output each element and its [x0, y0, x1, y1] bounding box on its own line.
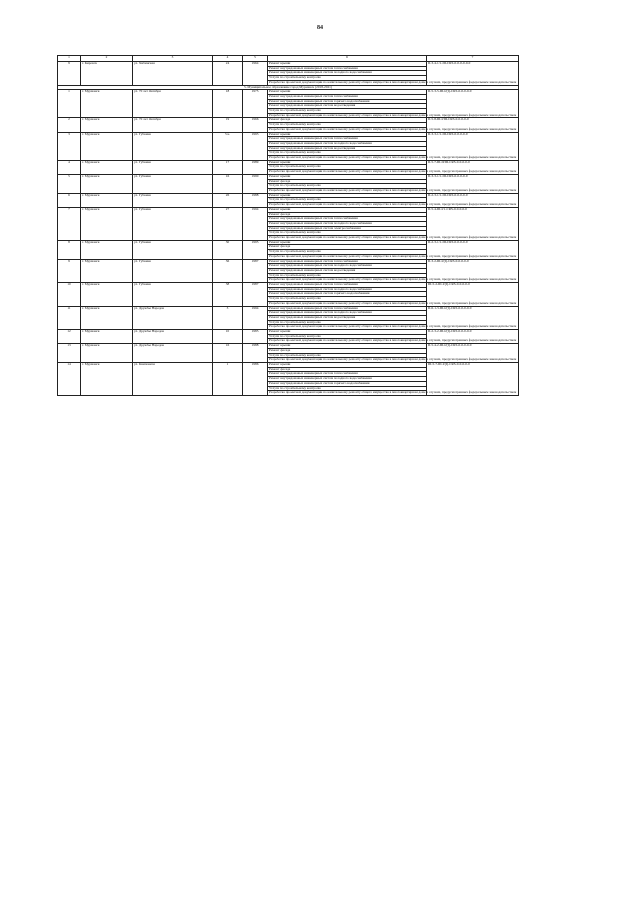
work-label: Ремонт крыши [269, 159, 291, 164]
column-header: 6 [268, 56, 427, 62]
row-number: 3 [58, 132, 81, 160]
row-year: 1964 [243, 62, 268, 86]
work-label: Ремонт крыши [269, 173, 291, 178]
work-label: Разработка проектной документации по капитальному ремонту общего имущества в многоквартирном доме в случаях, предусмотренных федеральным законодательством [269, 324, 517, 329]
work-label: Ремонт внутридомовых инженерных систем водоотведения [269, 314, 356, 319]
row-number: 10 [58, 283, 81, 307]
section-header: 5. Муниципальное образование город Мурманск (2018-2021) [58, 85, 519, 90]
work-label: Ремонт внутридомовых инженерных систем теплоснабжения [269, 216, 358, 221]
row-work-type [268, 390, 517, 396]
row-code: III-5-7-III-I/(I)-CRS-0-0-0-0-0 [427, 363, 519, 396]
work-label: Ремонт внутридомовых инженерных систем холодного водоснабжения [269, 220, 372, 225]
column-header: 4 [213, 56, 243, 62]
row-city: г. Мурманск [81, 344, 133, 363]
row-house: 36 [213, 259, 243, 283]
work-label: Разработка проектной документации по капитальному ремонту общего имущества в многоквартирном доме в случаях, предусмотренных федеральным законодательством [269, 126, 517, 131]
work-label: Услуги по строительному контролю [269, 183, 321, 188]
work-label: Разработка проектной документации по капитальному ремонту общего имущества в многоквартирном доме в случаях, предусмотренных федеральным законодательством [269, 202, 517, 207]
row-city: г. Мурманск [81, 207, 133, 240]
work-label: Ремонт внутридомовых инженерных систем электроснабжения [269, 225, 361, 230]
row-number: 7 [58, 207, 81, 240]
row-number: 6 [58, 193, 81, 207]
row-house: 16 [213, 174, 243, 193]
row-house: 27 [213, 207, 243, 240]
page-number: 84 [317, 25, 323, 31]
row-city: г. Кировск [81, 62, 133, 86]
row-work-type [268, 126, 517, 132]
row-work-type [268, 338, 517, 344]
row-street: ул. Книповича [133, 363, 213, 396]
row-code: II-5-3-5-III-I/(I)-CRS-0-0-0-0-0 [427, 90, 519, 118]
row-year: 1987 [243, 259, 268, 283]
row-city: г. Мурманск [81, 174, 133, 193]
row-year: 1994 [243, 306, 268, 330]
work-label: Ремонт внутридомовых инженерных систем водоотведения [269, 267, 356, 272]
row-city: г. Мурманск [81, 330, 133, 344]
row-code: II-2-3-1/1-III-CRS-0-0-0-0-0 [427, 193, 519, 207]
work-label: Разработка проектной документации по капитальному ремонту общего имущества в многоквартирном доме в случаях, предусмотренных федеральным законодательством [269, 357, 517, 362]
work-label: Ремонт фасада [269, 117, 291, 122]
work-label: Услуги по строительному контролю [269, 164, 321, 169]
row-code: II-3-3-1/1-III-CRS-0-0-0-0-0 [427, 132, 519, 160]
work-label: Ремонт внутридомовых инженерных систем горячего водоснабжения [269, 291, 370, 296]
row-year: 1989 [243, 160, 268, 174]
row-street: ул. Губкина [133, 283, 213, 307]
work-label: Ремонт внутридомовых инженерных систем теплоснабжения [269, 65, 358, 70]
work-label: Ремонт внутридомовых инженерных систем теплоснабжения [269, 258, 358, 263]
work-label: Ремонт внутридомовых инженерных систем водоотведения [269, 145, 356, 150]
work-label: Ремонт внутридомовых инженерных систем теплоснабжения [269, 305, 358, 310]
row-code: II-5-4-2-III-I/(I)-CRS-0-0-0-0-0 [427, 344, 519, 363]
work-label: Разработка проектной документации по капитальному ремонту общего имущества в многоквартирном доме в случаях, предусмотренных федеральным законодательством [269, 187, 517, 192]
work-label: Ремонт фасада [269, 244, 291, 249]
row-year: 1985 [243, 330, 268, 344]
work-label: Услуги по строительному контролю [269, 75, 321, 80]
row-code: II-2-3-2-III-I/(I)-CRS-0-0-0-0-0 [427, 330, 519, 344]
row-house: 30 [213, 240, 243, 259]
row-code: II-3-2-III-I/(I)-CRS-0-0-0-0-0 [427, 259, 519, 283]
row-house: 18 [213, 90, 243, 118]
row-city: г. Мурманск [81, 160, 133, 174]
work-label: Услуги по строительному контролю [269, 197, 321, 202]
column-header: 7 [427, 56, 519, 62]
column-header: 5 [243, 56, 268, 62]
row-number: 2 [58, 118, 81, 132]
row-city: г. Мурманск [81, 193, 133, 207]
work-label: Услуги по строительному контролю [269, 319, 321, 324]
row-city: г. Мурманск [81, 90, 133, 118]
column-header: 3 [133, 56, 213, 62]
row-work-type [268, 169, 517, 175]
work-label: Ремонт крыши [269, 343, 291, 348]
row-year: 1988 [243, 344, 268, 363]
row-city: г. Мурманск [81, 363, 133, 396]
row-house: 10 [213, 330, 243, 344]
row-street: ул. Губкина [133, 132, 213, 160]
row-street: ул. Дружбы Народов [133, 306, 213, 330]
work-label: Ремонт внутридомовых инженерных систем холодного водоснабжения [269, 140, 372, 145]
row-year: 1994 [243, 207, 268, 240]
row-city: г. Мурманск [81, 118, 133, 132]
row-work-type [268, 187, 517, 193]
row-house: 26 [213, 193, 243, 207]
work-label: Ремонт внутридомовых инженерных систем теплоснабжения [269, 282, 358, 287]
row-number: 5 [58, 174, 81, 193]
row-house: 3 [213, 306, 243, 330]
row-house: 24 [213, 62, 243, 86]
row-number: 11 [58, 306, 81, 330]
register-body [58, 62, 519, 396]
row-code: II-5-8-III-I/III-CRS-0-0-0-0-0 [427, 118, 519, 132]
row-year: 1966 [243, 118, 268, 132]
row-code: II-5-4-III-I/1-CRS-0-0-0-0-0 [427, 207, 519, 240]
work-label: Ремонт крыши [269, 362, 291, 366]
row-house: 1 [213, 363, 243, 396]
row-work-type [268, 357, 517, 363]
work-label: Услуги по строительному контролю [269, 150, 321, 155]
row-year: 1993 [243, 132, 268, 160]
row-street: ул. Губкина [133, 207, 213, 240]
work-label: Ремонт крыши [269, 329, 291, 334]
work-label: Ремонт внутридомовых инженерных систем горячего водоснабжения [269, 380, 370, 385]
row-house: 19 [213, 118, 243, 132]
work-label: Разработка проектной документации по капитальному ремонту общего имущества в многоквартирном доме в случаях, предусмотренных федеральным законодательством [269, 338, 517, 343]
work-label: Услуги по строительному контролю [269, 296, 321, 301]
work-label: Разработка проектной документации по капитальному ремонту общего имущества в многоквартирном доме в случаях, предусмотренных федеральным законодательством [269, 155, 517, 160]
row-street: ул. Губкина [133, 174, 213, 193]
row-city: г. Мурманск [81, 283, 133, 307]
work-label: Ремонт крыши [269, 89, 291, 94]
row-year: 1988 [243, 193, 268, 207]
work-label: Услуги по строительному контролю [269, 108, 321, 113]
work-label: Ремонт крыши [269, 192, 291, 197]
work-label: Ремонт внутридомовых инженерных систем теплоснабжения [269, 136, 358, 141]
work-label: Услуги по строительному контролю [269, 249, 321, 254]
row-year: 1990 [243, 174, 268, 193]
work-label: Ремонт внутридомовых инженерных систем холодного водоснабжения [269, 263, 372, 268]
row-code: II-5-7-III-II/III-CRS-0-0-0-0-0 [427, 160, 519, 174]
row-street: ул. 70 лет Октября [133, 90, 213, 118]
row-work-type [268, 202, 517, 208]
work-label: Ремонт внутридомовых инженерных систем холодного водоснабжения [269, 70, 372, 75]
row-city: г. Мурманск [81, 240, 133, 259]
row-number: 9 [58, 62, 81, 86]
work-label: Разработка проектной документации по капитальному ремонту общего имущества в многоквартирном доме в случаях, предусмотренных федеральным законодательством [269, 277, 517, 282]
work-label: Разработка проектной документации по капитальному ремонту общего имущества в многоквартирном доме в случаях, предусмотренных федеральным законодательством [269, 112, 517, 117]
row-city: г. Мурманск [81, 259, 133, 283]
row-year: 1986 [243, 363, 268, 396]
row-street: ул. Дружбы Народов [133, 344, 213, 363]
work-label: Разработка проектной документации по капитальному ремонту общего имущества в многоквартирном доме в случаях, предусмотренных федеральным законодательством [269, 169, 517, 174]
row-code: II-2-3-1/1-III-CRS-0-0-0-0-0 [427, 240, 519, 259]
work-label: Разработка проектной документации по капитальному ремонту общего имущества в многоквартирном доме в случаях, предусмотренных федеральным законодательством [269, 79, 517, 84]
work-label: Разработка проектной документации по капитальному ремонту общего имущества в многоквартирном доме в случаях, предусмотренных федеральным законодательством [269, 235, 517, 240]
row-city: г. Мурманск [81, 132, 133, 160]
row-number: 1 [58, 90, 81, 118]
row-number: 4 [58, 160, 81, 174]
work-label: Ремонт внутридомовых инженерных систем холодного водоснабжения [269, 310, 372, 315]
row-house: 5 к. [213, 132, 243, 160]
work-label: Ремонт внутридомовых инженерных систем теплоснабжения [269, 371, 358, 376]
work-label: Ремонт внутридомовых инженерных систем водоотведения [269, 103, 356, 108]
work-label: Ремонт фасада [269, 178, 291, 183]
work-label: Разработка проектной документации по капитальному ремонту общего имущества в многоквартирном доме в случаях, предусмотренных федеральным законодательством [269, 390, 517, 395]
row-code: II-3-3-1/1-III-CRS-0-0-0-0-0 [427, 174, 519, 193]
work-label: Ремонт фасада [269, 347, 291, 352]
row-street: ул. Губкина [133, 193, 213, 207]
work-label: Услуги по строительному контролю [269, 272, 321, 277]
row-work-type [268, 235, 517, 241]
row-street: ул. Губкина [133, 160, 213, 174]
work-label: Ремонт крыши [269, 239, 291, 244]
work-label: Ремонт крыши [269, 61, 291, 65]
work-label: Разработка проектной документации по капитальному ремонту общего имущества в многоквартирном доме в случаях, предусмотренных федеральным законодательством [269, 253, 517, 258]
register-table [57, 55, 519, 396]
row-year: 1975 [243, 90, 268, 118]
row-year: 1995 [243, 240, 268, 259]
row-year: 1987 [243, 283, 268, 307]
row-street: ул. 70 лет Октября [133, 118, 213, 132]
work-label: Услуги по строительному контролю [269, 352, 321, 357]
work-label: Ремонт фасада [269, 366, 291, 371]
work-label: Ремонт внутридомовых инженерных систем горячего водоснабжения [269, 98, 370, 103]
row-code: III-5-2-III-I/(I)-CRS-0-0-0-0-0 [427, 283, 519, 307]
work-label: Услуги по строительному контролю [269, 122, 321, 127]
row-number: 9 [58, 259, 81, 283]
work-label: Услуги по строительному контролю [269, 230, 321, 235]
row-number: 12 [58, 330, 81, 344]
work-label: Ремонт внутридомовых инженерных систем теплоснабжения [269, 93, 358, 98]
row-number: 8 [58, 240, 81, 259]
work-label: Ремонт внутридомовых инженерных систем холодного водоснабжения [269, 286, 372, 291]
row-street: ул. Хибинская [133, 62, 213, 86]
row-street: ул. Губкина [133, 259, 213, 283]
work-label: Ремонт крыши [269, 206, 291, 211]
row-code: II-3-4-1/1-III-CRS-0-0-0-0-0-0 [427, 62, 519, 86]
column-header: 1 [58, 56, 81, 62]
row-house: 38 [213, 283, 243, 307]
row-street: ул. Губкина [133, 240, 213, 259]
row-city: г. Мурманск [81, 306, 133, 330]
row-street: ул. Дружбы Народов [133, 330, 213, 344]
row-number: 14 [58, 363, 81, 396]
work-label: Услуги по строительному контролю [269, 385, 321, 390]
row-number: 13 [58, 344, 81, 363]
row-house: 17 [213, 160, 243, 174]
row-work-type [268, 155, 517, 161]
column-header: 2 [81, 56, 133, 62]
row-house: 16 [213, 344, 243, 363]
work-label: Ремонт крыши [269, 131, 291, 136]
work-label: Услуги по строительному контролю [269, 333, 321, 338]
row-work-type [268, 324, 517, 330]
row-code: II-6-1-3-III-I/(I)-CRS-0-0-0-0-0 [427, 306, 519, 330]
work-label: Ремонт фасада [269, 211, 291, 216]
work-label: Ремонт внутридомовых инженерных систем холодного водоснабжения [269, 376, 372, 381]
work-label: Разработка проектной документации по капитальному ремонту общего имущества в многоквартирном доме в случаях, предусмотренных федеральным законодательством [269, 300, 517, 305]
